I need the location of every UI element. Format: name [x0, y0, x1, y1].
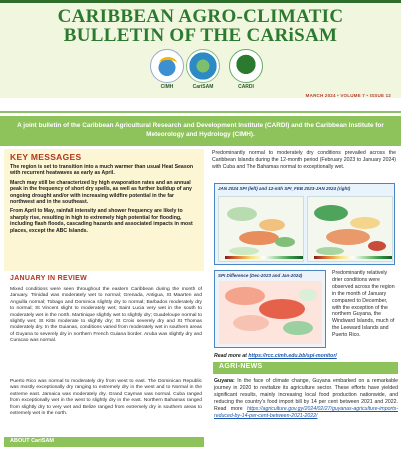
agri-news-heading: AGRI-NEWS — [213, 362, 398, 374]
masthead — [0, 0, 401, 98]
spi-maps-caption: JAN 2024 SPI (left) and 12-mth SPI_FEB 2023-JAN 2024 (right) — [218, 186, 351, 191]
january-review-paragraph: Mixed conditions were seen throughout the eastern Caribbean during the month of January. Trinidad was moderately wet to normal; Grenada, Antigua, St Maarten and Anguilla normal; Tobago and Dominica slightly dry to normal; Barbados moderately dry to normal; St Vincent slight to moderately wet; Saint Lucia very wet in the south to moderately wet in the north. Martinique slightly wet to slightly dry; Guadeloupe normal to slightly wet; St Kitts moderate to slightly dry; St Croix severely dry and St Thomas moderately dry. In the Guianas, conditions varied from moderately wet in southern areas of Guyana to severely dry in northern French Guiana border. Aruba was slightly dry and Curacao was normal. — [10, 287, 202, 344]
key-message-item: The region is set to transition into a much warmer than usual Heat Season with recurrent heatwaves as early as April. — [10, 164, 194, 177]
key-message-item: From April to May, rainfall intensity and shower frequency are likely to sharply rise, resulting in high to extremely high potential for flooding, including flash floods, cascading hazards and associated impacts in most places, except the ABC Islands. — [10, 208, 193, 234]
agri-news-lead: Guyana: — [214, 378, 235, 384]
read-more-label: Read more at — [214, 353, 249, 359]
spi-difference-paragraph: Predominantly relatively drier conditions were observed across the region in the month of January compared to December, with the exception of the northern Guyana, the Windward Islands, much of the Leeward Islands and Puerto Rico. — [332, 270, 395, 339]
spi-difference-figure — [214, 270, 326, 348]
cimh-logo-icon — [150, 49, 184, 83]
cardi-logo-icon — [229, 49, 263, 83]
agri-news-link[interactable]: https://agriculture.gov.gy/2024/02/27/guyanas-agriculture-imports-reduced-by-14-per-cent-between-2021-2022/ — [214, 406, 398, 419]
issue-line: MARCH 2024 • VOLUME 7 • ISSUE 12 — [305, 93, 391, 98]
spi-monitor-link[interactable]: https://rcc.cimh.edu.bb/spi-monitor/ — [248, 353, 337, 359]
read-more-line — [214, 353, 398, 359]
spi-legend — [314, 256, 392, 259]
spi-maps-figure — [214, 183, 395, 265]
bulletin-title-line1: CARIBBEAN AGRO-CLIMATIC — [57, 6, 344, 27]
bulletin-title-line2: BULLETIN OF THE CARiSAM — [63, 25, 338, 46]
spi-jan-map — [218, 196, 304, 262]
spi-difference-caption: SPI Difference (Dec-2023 and Jan-2024) — [218, 273, 303, 278]
key-message-item: March may still be characterized by high evaporation rates and an annual peak in the frequency of short dry spells, as well as further buildup of any ongoing drought and/or with increasing wildfire potential in the far northwest and in the southeast. — [10, 179, 192, 206]
intro-banner: A joint bulletin of the Caribbean Agricultural Research and Development Institute (CARDI) and the Caribbean Institute for Meteorology and Hydrology (CIMH). — [0, 116, 401, 146]
january-review-paragraph: Puerto Rico was normal to moderately dry from west to east. The Dominican Republic was mostly exceptionally dry ranging to extremely dry in the west and to Normal in the extreme east. Jamaica was moderately dry. Grand Cayman was normal. Cuba ranged from exceptionally wet in the west to slightly dry in the east. Northern Bahamas ranged from slightly dry to very wet and Belize ranged from extremely dry in southern areas to extremely wet in the north. — [10, 379, 202, 417]
header-divider — [0, 98, 401, 113]
agri-news-paragraph — [214, 378, 398, 420]
agri-news-text: In the face of climate change, Guyana embarked on a remarkable journey in 2020 to revitalize its agriculture sector. These efforts have yielded significant results, mainly increasing local food production nationwide, and reducing the country's food import bill by 14 per cent between 2021 and 2022. Read more — [214, 378, 398, 412]
carisam-logo-icon — [186, 49, 220, 83]
spi-12month-map — [307, 196, 393, 262]
key-messages-heading: KEY MESSAGES — [10, 152, 82, 162]
january-review-heading: JANUARY IN REVIEW — [10, 275, 88, 282]
partner-logos — [0, 49, 401, 89]
cimh-logo-caption: CIMH — [160, 84, 174, 90]
key-messages-box — [4, 149, 204, 271]
carisam-logo-caption: CariSAM — [192, 84, 214, 90]
spi-difference-map — [219, 281, 322, 344]
spi-summary-paragraph: Predominantly normal to moderately dry conditions prevailed across the Caribbean Islands during the 12-month period (February 2023 to January 2024) with Cuba and The Bahamas normal to exceptionally wet. — [212, 150, 396, 170]
about-carisam-bar[interactable]: ABOUT CariSAM — [4, 437, 204, 447]
cardi-logo-caption: CARDI — [238, 84, 254, 90]
spi-legend — [225, 256, 303, 259]
